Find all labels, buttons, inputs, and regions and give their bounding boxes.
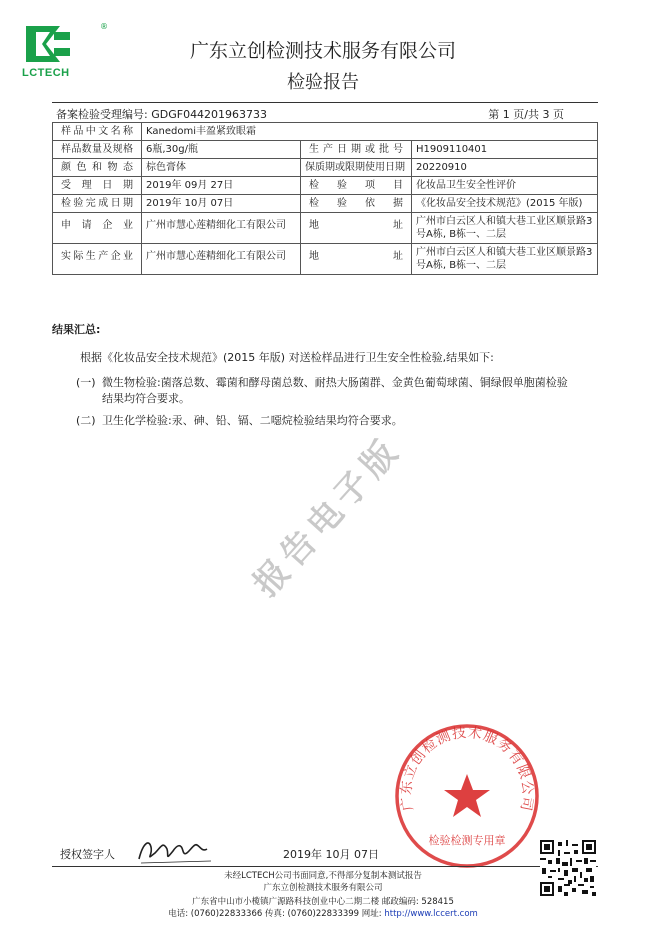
svg-text:广东立创检测技术服务有限公司: 广东立创检测技术服务有限公司: [398, 724, 536, 813]
result-item: [76, 375, 596, 407]
result-item-text: 微生物检验:菌落总数、霉菌和酵母菌总数、耐热大肠菌群、金黄色葡萄球菌、铜绿假单胞菌检验结果均符合要求。: [102, 376, 568, 405]
table-value: 6瓶,30g/瓶: [142, 141, 301, 159]
table-label: 申请企业: [53, 213, 142, 244]
table-value: 广州市慧心莲精细化工有限公司: [142, 244, 301, 275]
table-value: 棕色膏体: [142, 159, 301, 177]
header-divider: [52, 102, 598, 103]
website-link[interactable]: http://www.lccert.com: [384, 909, 478, 919]
handwritten-signature: [135, 833, 215, 867]
table-label: 受理日期: [53, 177, 142, 195]
table-label: 地址: [301, 213, 412, 244]
table-value: 广州市白云区人和镇大巷工业区顺景路3号A栋, B栋一、二层: [412, 244, 598, 275]
result-item-number: (二): [76, 414, 96, 427]
table-label: 实际生产企业: [53, 244, 142, 275]
table-value: 2019年 10月 07日: [142, 195, 301, 213]
table-value: 《化妆品安全技术规范》(2015 年版): [412, 195, 598, 213]
table-label: 检验依据: [301, 195, 412, 213]
result-item-number: (一): [76, 376, 96, 389]
result-item-text: 卫生化学检验:汞、砷、铅、镉、二噁烷检验结果均符合要求。: [102, 414, 403, 427]
table-row: [53, 195, 598, 213]
table-label: 颜色和物态: [53, 159, 142, 177]
table-value: H1909110401: [412, 141, 598, 159]
table-label: 生产日期或批号: [301, 141, 412, 159]
table-value: 化妆品卫生安全性评价: [412, 177, 598, 195]
official-seal-stamp: [393, 722, 541, 870]
table-label: 地址: [301, 244, 412, 275]
table-label: 样品数量及规格: [53, 141, 142, 159]
table-row: [53, 159, 598, 177]
table-label: 检验完成日期: [53, 195, 142, 213]
company-name: 广东立创检测技术服务有限公司: [189, 40, 456, 62]
reference-number: [56, 106, 267, 122]
table-label: 保质期或限期使用日期: [301, 159, 412, 177]
contact-line: [0, 907, 646, 919]
table-row: [53, 177, 598, 195]
results-title: 结果汇总:: [52, 323, 101, 336]
table-row: [53, 141, 598, 159]
registered-mark: ®: [100, 22, 108, 31]
contact-phone-fax: 电话: (0760)22833366 传真: (0760)22833399 网址:: [168, 909, 385, 919]
table-row: [53, 213, 598, 244]
issuer-name: 广东立创检测技术服务有限公司: [263, 883, 383, 893]
report-title: 检验报告: [287, 72, 359, 93]
issuer-address: 广东省中山市小榄镇广源路科技创业中心二期二楼 邮政编码: 528415: [192, 897, 454, 907]
reference-label: 备案检验受理编号:: [56, 108, 148, 121]
table-label: 样品中文名称: [53, 123, 142, 141]
result-item: [76, 413, 596, 429]
copy-notice: 未经LCTECH公司书面同意,不得部分复制本测试报告: [224, 871, 422, 881]
reference-value: GDGF044201963733: [151, 108, 268, 121]
electronic-version-watermark: 报告电子版: [245, 429, 410, 605]
table-value: 2019年 09月 27日: [142, 177, 301, 195]
logo-text: LCTECH: [22, 67, 70, 79]
authorized-signer-label: 授权签字人: [60, 848, 115, 861]
table-value: 广州市白云区人和镇大巷工业区顺景路3号A栋, B栋一、二层: [412, 213, 598, 244]
table-row: [53, 244, 598, 275]
sample-info-table: [52, 122, 598, 275]
table-row: [53, 123, 598, 141]
table-value: 20220910: [412, 159, 598, 177]
results-intro: 根据《化妆品安全技术规范》(2015 年版) 对送检样品进行卫生安全性检验,结果如下:: [80, 351, 494, 364]
footer-divider: [52, 866, 598, 867]
table-value: Kanedomi丰盈紧致眼霜: [142, 123, 598, 141]
table-label: 检验项目: [301, 177, 412, 195]
table-value: 广州市慧心莲精细化工有限公司: [142, 213, 301, 244]
qr-code-icon: [540, 840, 596, 896]
sign-date: 2019年 10月 07日: [283, 848, 379, 861]
svg-text:检验检测专用章: 检验检测专用章: [428, 834, 506, 847]
page-indicator: 第 1 页/共 3 页: [488, 108, 564, 121]
